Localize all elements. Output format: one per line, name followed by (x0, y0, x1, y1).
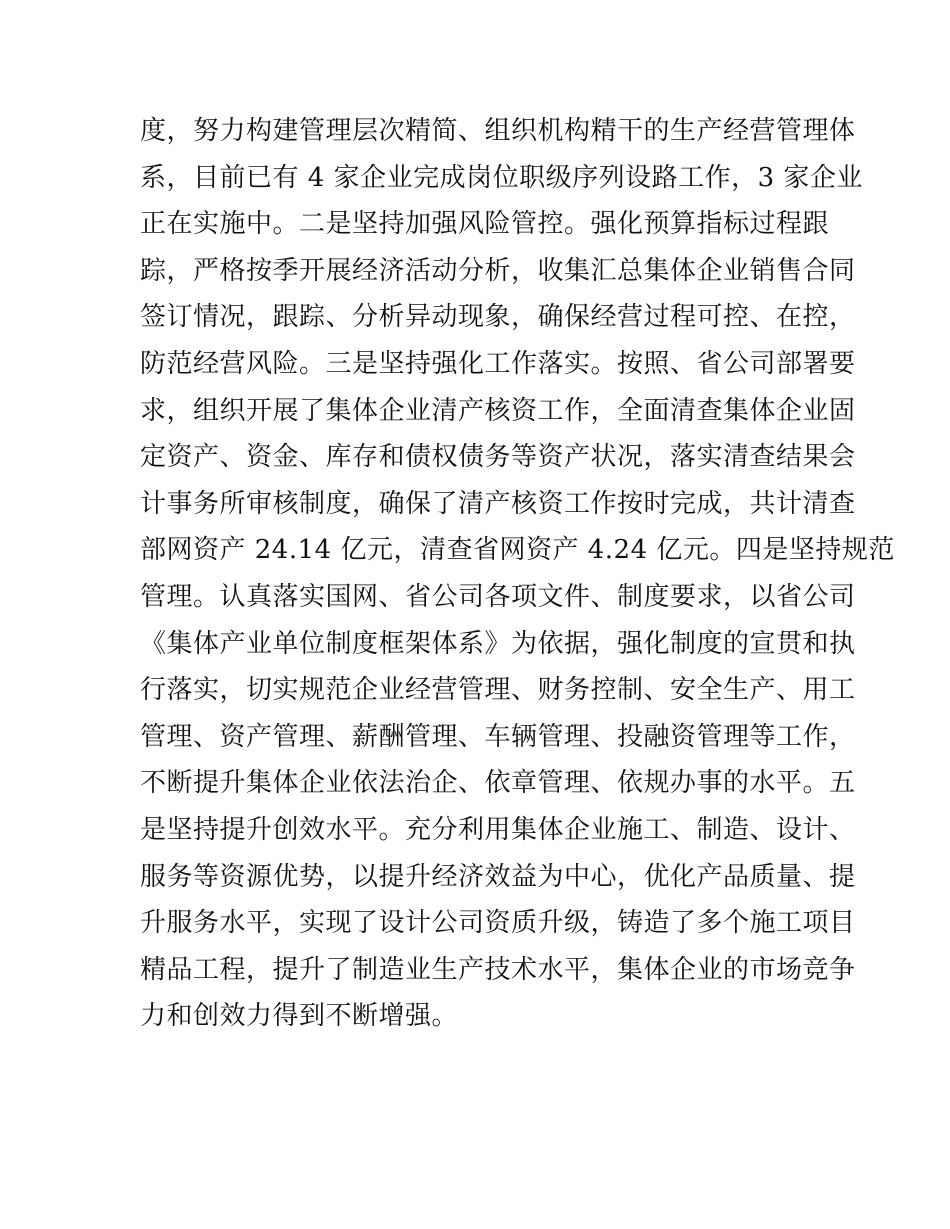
text-line: 度，努力构建管理层次精简、组织机构精干的生产经营管理体 (140, 116, 856, 146)
text-line: 不断提升集体企业依法治企、依章管理、依规办事的水平。五 (140, 768, 856, 799)
body-paragraph (140, 108, 895, 1040)
text-line: 是坚持提升创效水平。充分利用集体企业施工、制造、设计、 (140, 814, 856, 845)
text-line: 踪，严格按季开展经济活动分析，收集汇总集体企业销售合同 (140, 255, 856, 286)
text-line: 正在实施中。二是坚持加强风险管控。强化预算指标过程跟 (140, 209, 830, 240)
text-line: 《集体产业单位制度框架体系》为依据，强化制度的宣贯和执 (140, 628, 856, 659)
text-line: 系，目前已有 4 家企业完成岗位职级序列设路工作，3 家企业 (140, 162, 863, 193)
text-line: 管理、资产管理、薪酬管理、车辆管理、投融资管理等工作， (140, 721, 856, 752)
text-line: 部网资产 24.14 亿元，清查省网资产 4.24 亿元。四是坚持规范 (140, 535, 895, 566)
text-line: 管理。认真落实国网、省公司各项文件、制度要求，以省公司 (140, 581, 856, 612)
text-line: 升服务水平，实现了设计公司资质升级，铸造了多个施工项目 (140, 908, 856, 939)
text-line: 防范经营风险。三是坚持强化工作落实。按照、省公司部署要 (140, 348, 856, 379)
text-line: 行落实，切实规范企业经营管理、财务控制、安全生产、用工 (140, 675, 856, 706)
text-line: 签订情况，跟踪、分析异动现象，确保经营过程可控、在控， (140, 302, 856, 333)
text-line: 力和创效力得到不断增强。 (140, 1001, 459, 1032)
text-line: 定资产、资金、库存和债权债务等资产状况，落实清查结果会 (140, 442, 856, 473)
text-line: 服务等资源优势，以提升经济效益为中心，优化产品质量、提 (140, 861, 856, 892)
text-line: 求，组织开展了集体企业清产核资工作，全面清查集体企业固 (140, 395, 856, 426)
text-line: 计事务所审核制度，确保了清产核资工作按时完成，共计清查 (140, 488, 856, 519)
text-line: 精品工程，提升了制造业生产技术水平，集体企业的市场竞争 (140, 954, 856, 985)
